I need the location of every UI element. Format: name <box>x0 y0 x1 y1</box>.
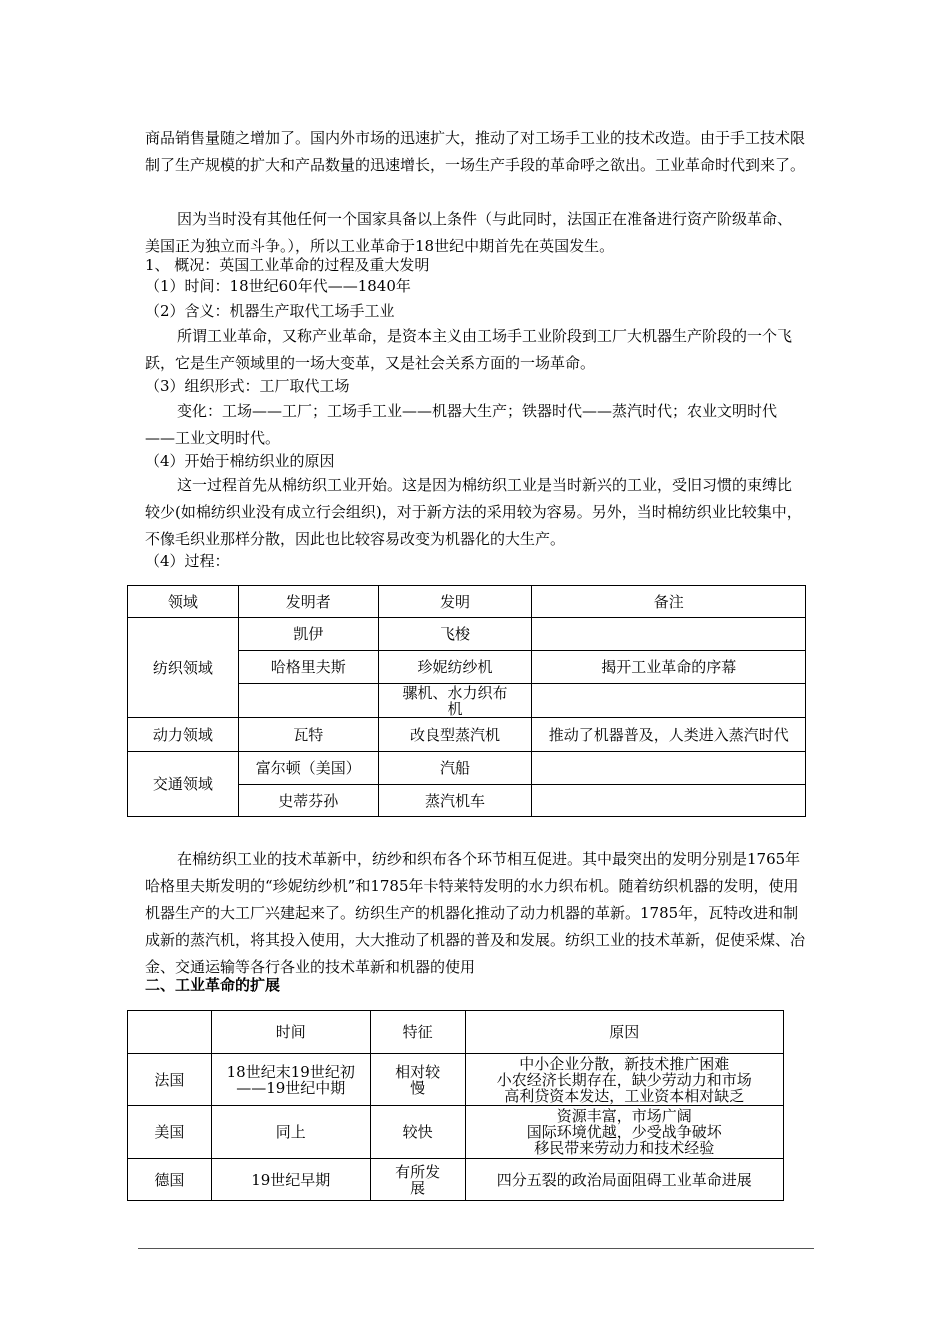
header-cell: 发明者 <box>238 586 378 618</box>
table-header-row <box>128 1011 784 1054</box>
inventor-cell: 哈格里夫斯 <box>238 651 378 684</box>
item-time: （1）时间：18世纪60年代——1840年 <box>145 277 411 295</box>
header-cell: 原因 <box>465 1011 783 1054</box>
item-meaning: （2）含义：机器生产取代工场手工业 <box>145 302 395 320</box>
country-cell: 美国 <box>128 1106 212 1159</box>
table-header-row <box>128 586 806 618</box>
reason-cell: 中小企业分散，新技术推广困难 小农经济长期存在，缺少劳动力和市场 高利贷资本发达，工业资本相对缺乏 <box>465 1054 783 1106</box>
paragraph-changes: 变化：工场——工厂；工场手工业——机器大生产；铁器时代——蒸汽时代；农业文明时代——工业文明时代。 <box>145 402 778 447</box>
invention-cell: 骡机、水力织布机 <box>378 684 532 718</box>
item-organization: （3）组织形式：工厂取代工场 <box>145 377 350 395</box>
invention-cell: 蒸汽机车 <box>378 785 532 817</box>
invention-cell: 汽船 <box>378 752 532 785</box>
footer-divider <box>138 1248 814 1249</box>
table-row <box>128 718 806 752</box>
country-cell: 法国 <box>128 1054 212 1106</box>
country-cell: 德国 <box>128 1159 212 1201</box>
paragraph-cotton: 这一过程首先从棉纺织工业开始。这是因为棉纺织工业是当时新兴的工业，受旧习惯的束缚比较少(如棉纺织业没有成立行会组织)，对于新方法的采用较为容易。另外，当时棉纺织业比较集中，不像毛织业那样分散，因此也比较容易改变为机器化的大生产。 <box>145 476 802 548</box>
table-row <box>128 618 806 651</box>
feature-cell: 较快 <box>370 1106 465 1159</box>
paragraph-market: 商品销售量随之增加了。国内外市场的迅速扩大，推动了对工场手工业的技术改造。由于手工技术限制了生产规模的扩大和产品数量的迅速增长，一场生产手段的革命呼之欲出。工业革命时代到来了。 <box>145 129 806 174</box>
table-row <box>128 1159 784 1201</box>
time-cell: 同上 <box>211 1106 370 1159</box>
paragraph-innovation: 在棉纺织工业的技术革新中，纺纱和织布各个环节相互促进。其中最突出的发明分别是1765年哈格里夫斯发明的“珍妮纺纱机”和1785年卡特莱特发明的水力织布机。随着纺织机器的发明，使用机器生产的大工厂兴建起来了。纺织生产的机器化推动了动力机器的革新。1785年，瓦特改进和制成新的蒸汽机，将其投入使用，大大推动了机器的普及和发展。纺织工业的技术革新，促使采煤、冶金、交通运输等各行各业的技术革新和机器的使用 <box>145 850 806 976</box>
field-cell: 动力领域 <box>128 718 239 752</box>
invention-cell: 珍妮纺纱机 <box>378 651 532 684</box>
note-cell <box>532 684 806 718</box>
header-cell <box>128 1011 212 1054</box>
table-row <box>128 1106 784 1159</box>
feature-cell: 相对较慢 <box>370 1054 465 1106</box>
time-cell: 19世纪早期 <box>211 1159 370 1201</box>
inventor-cell: 凯伊 <box>238 618 378 651</box>
header-cell: 备注 <box>532 586 806 618</box>
inventor-cell <box>238 684 378 718</box>
paragraph-definition: 所谓工业革命，又称产业革命，是资本主义由工场手工业阶段到工厂大机器生产阶段的一个飞跃，它是生产领域里的一场大变革，又是社会关系方面的一场革命。 <box>145 327 793 372</box>
inventions-table <box>127 585 806 817</box>
field-cell: 交通领域 <box>128 752 239 817</box>
note-cell: 推动了机器普及，人类进入蒸汽时代 <box>532 718 806 752</box>
note-cell <box>532 785 806 817</box>
inventor-cell: 史蒂芬孙 <box>238 785 378 817</box>
section-heading-expansion: 二、工业革命的扩展 <box>145 976 281 994</box>
inventor-cell: 瓦特 <box>238 718 378 752</box>
header-cell: 时间 <box>211 1011 370 1054</box>
note-cell <box>532 752 806 785</box>
expansion-table <box>127 1010 784 1201</box>
inventor-cell: 富尔顿（美国） <box>238 752 378 785</box>
field-cell: 纺织领域 <box>128 618 239 718</box>
table-row <box>128 752 806 785</box>
reason-cell: 四分五裂的政治局面阻碍工业革命进展 <box>465 1159 783 1201</box>
reason-cell: 资源丰富，市场广阔 国际环境优越，少受战争破坏 移民带来劳动力和技术经验 <box>465 1106 783 1159</box>
invention-cell: 飞梭 <box>378 618 532 651</box>
note-cell <box>532 618 806 651</box>
table-row <box>128 1054 784 1106</box>
note-cell: 揭开工业革命的序幕 <box>532 651 806 684</box>
header-cell: 特征 <box>370 1011 465 1054</box>
feature-cell: 有所发展 <box>370 1159 465 1201</box>
item-cotton-reason: （4）开始于棉纺织业的原因 <box>145 452 335 470</box>
invention-cell: 改良型蒸汽机 <box>378 718 532 752</box>
header-cell: 领域 <box>128 586 239 618</box>
time-cell: 18世纪末19世纪初——19世纪中期 <box>211 1054 370 1106</box>
paragraph-britain-first: 因为当时没有其他任何一个国家具备以上条件（与此同时，法国正在准备进行资产阶级革命、美国正为独立而斗争。），所以工业革命于18世纪中期首先在英国发生。 <box>145 210 793 255</box>
heading-overview: 1、 概况：英国工业革命的过程及重大发明 <box>145 256 430 274</box>
header-cell: 发明 <box>378 586 532 618</box>
item-process: （4）过程： <box>145 552 230 570</box>
